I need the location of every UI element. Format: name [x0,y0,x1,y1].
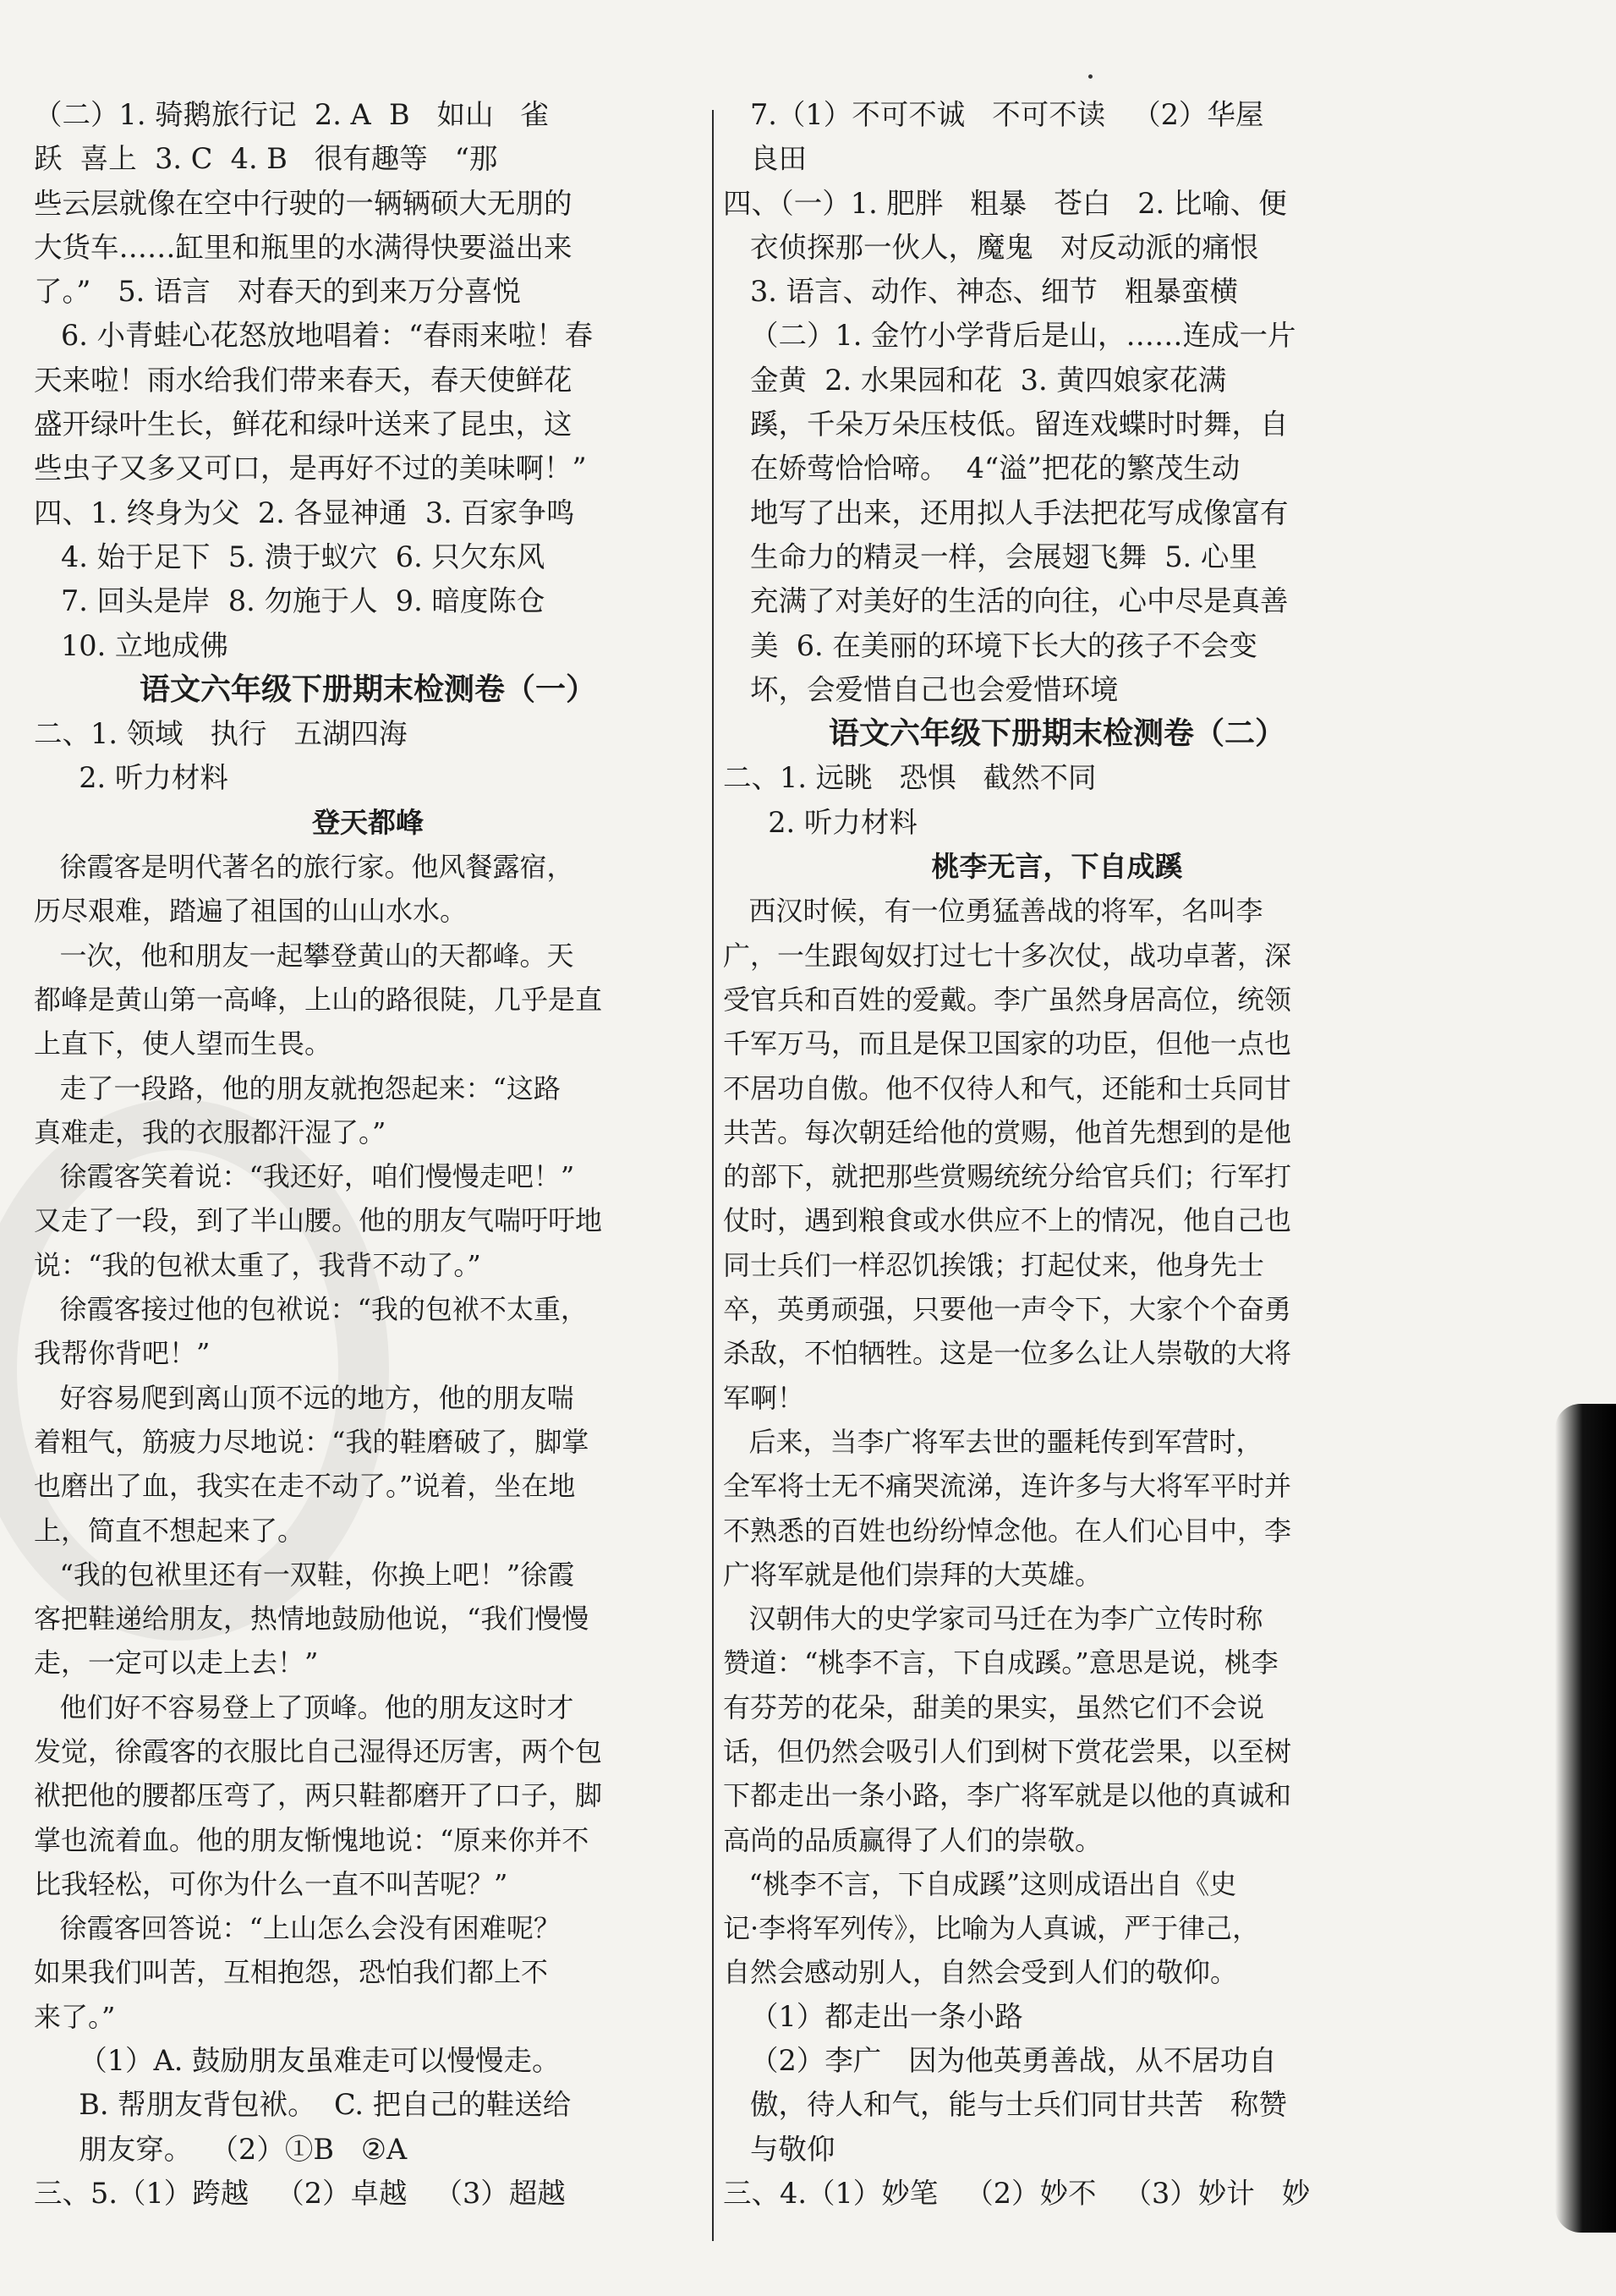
answer-line: 蹊，千朵万朵压枝低。留连戏蝶时时舞，自 [723,408,1289,441]
passage-line: 广，一生跟匈奴打过七十多次仗，战功卓著，深 [723,939,1292,972]
right-lines-c [723,1995,1391,2216]
passage-line: 卒，英勇顽强，只要他一声令下，大家个个奋勇 [723,1293,1292,1326]
passage-title-2: 桃李无言，下自成蹊 [931,850,1183,884]
answer-line: 傲，待人和气，能与士兵们同甘共苦 称赞 [723,2088,1287,2122]
passage-line: 广将军就是他们崇拜的大英雄。 [723,1558,1103,1591]
answer-line: 二、1. 远眺 恐惧 截然不同 [723,761,1097,795]
passage-line: 共苦。每次朝廷给他的赏赐，他首先想到的是他 [723,1115,1292,1148]
right-lines-a [723,93,1391,712]
answer-line: 良田 [723,142,807,176]
passage-line: 我帮你背吧！” [34,1337,211,1370]
passage-line: 有芬芳的花朵，甜美的果实，虽然它们不会说 [723,1690,1265,1723]
passage-line: 仗时，遇到粮食或水供应不上的情况，他自己也 [723,1204,1292,1237]
passage-line: “我的包袱里还有一双鞋，你换上吧！”徐霞 [34,1558,575,1591]
right-column [723,93,1391,2216]
passage-line: 历尽艰难，踏遍了祖国的山山水水。 [34,895,468,928]
answer-line: （二）1. 金竹小学背后是山，……连成一片 [723,319,1296,353]
passage-line: 高尚的品质赢得了人们的崇敬。 [723,1823,1103,1856]
passage-line: 后来，当李广将军去世的噩耗传到军营时， [723,1425,1263,1458]
answer-line: 天来啦！雨水给我们带来春天，春天使鲜花 [34,363,572,397]
passage-line: 掌也流着血。他的朋友惭愧地说：“原来你并不 [34,1823,589,1856]
passage-line: 他们好不容易登上了顶峰。他的朋友这时才 [34,1690,574,1723]
passage-line: 走，一定可以走上去！” [34,1647,319,1680]
answer-line: 衣侦探那一伙人，魔鬼 对反动派的痛恨 [723,230,1259,264]
answer-line: 盛开绿叶生长，鲜花和绿叶送来了昆虫，这 [34,408,572,441]
answer-line: 7.（1）不可不诚 不可不读 （2）华屋 [723,98,1264,131]
exam-title-2: 语文六年级下册期末检测卷（二） [828,716,1285,752]
right-passage [723,889,1391,1994]
passage-line: 话，但仍然会吸引人们到树下赏花尝果，以至树 [723,1734,1292,1767]
left-lines-a [34,93,702,668]
passage-line: 赞道：“桃李不言，下自成蹊。”意思是说，桃李 [723,1647,1279,1680]
passage-line: 不居功自傲。他不仅待人和气，还能和士兵同甘 [723,1071,1292,1104]
passage-line: 一次，他和朋友一起攀登黄山的天都峰。天 [34,939,574,972]
answer-line: 三、5.（1）跨越 （2）卓越 （3）超越 [34,2176,566,2210]
left-column [34,93,702,2216]
answer-line: 与敬仰 [723,2132,835,2166]
passage-line: 西汉时候，有一位勇猛善战的将军，名叫李 [723,895,1263,928]
answer-line: 二、1. 领域 执行 五湖四海 [34,717,408,751]
answer-line: 了。” 5. 语言 对春天的到来万分喜悦 [34,275,521,309]
answer-line: 朋友穿。 （2）①B ②A [34,2132,408,2166]
passage-line: 也磨出了血，我实在走不动了。”说着，坐在地 [34,1470,576,1503]
passage-line: 走了一段路，他的朋友就抱怨起来：“这路 [34,1071,561,1104]
answer-line: 6. 小青蛙心花怒放地唱着：“春雨来啦！春 [34,319,594,353]
left-lines-b [34,712,702,801]
right-lines-b [723,756,1391,845]
passage-line: 又走了一段，到了半山腰。他的朋友气喘吁吁地 [34,1204,603,1237]
answer-line: 四、1. 终身为父 2. 各显神通 3. 百家争鸣 [34,496,575,529]
passage-line: 记·李将军列传》，比喻为人真诚，严于律己， [723,1912,1260,1945]
passage-line: 不熟悉的百姓也纷纷悼念他。在人们心目中，李 [723,1514,1292,1547]
passage-line: 着粗气，筋疲力尽地说：“我的鞋磨破了，脚掌 [34,1425,589,1458]
answer-line: 地写了出来，还用拟人手法把花写成像富有 [723,496,1289,529]
answer-line: 4. 始于足下 5. 溃于蚁穴 6. 只欠东风 [34,540,545,573]
answer-line: 些虫子又多又可口，是再好不过的美味啊！” [34,452,587,485]
column-divider [712,110,714,2241]
answer-line: （1）A. 鼓励朋友虽难走可以慢慢走。 [34,2044,561,2078]
scan-edge-shadow [1555,1404,1616,2233]
passage-line: 发觉，徐霞客的衣服比自己湿得还厉害，两个包 [34,1734,603,1767]
answer-line: 三、4.（1）妙笔 （2）妙不 （3）妙计 妙 [723,2176,1311,2210]
passage-line: 徐霞客是明代著名的旅行家。他风餐露宿， [34,851,574,884]
answer-line: 3. 语言、动作、神态、细节 粗暴蛮横 [723,275,1239,309]
passage-line: 徐霞客接过他的包袱说：“我的包袱不太重， [34,1293,588,1326]
passage-line: 同士兵们一样忍饥挨饿；打起仗来，他身先士 [723,1248,1265,1281]
passage-line: 杀敌，不怕牺牲。这是一位多么让人崇敬的大将 [723,1337,1292,1370]
passage-line: 军啊！ [723,1381,805,1414]
passage-line: 来了。” [34,2000,116,2033]
answer-line: 些云层就像在空中行驶的一辆辆硕大无朋的 [34,186,572,220]
passage-line: 都峰是黄山第一高峰，上山的路很陡，几乎是直 [34,983,603,1016]
passage-line: 客把鞋递给朋友，热情地鼓励他说，“我们慢慢 [34,1603,589,1636]
answer-line: 充满了对美好的生活的向往，心中尽是真善 [723,584,1289,618]
passage-line: 好容易爬到离山顶不远的地方，他的朋友喘 [34,1381,574,1414]
passage-line: 比我轻松，可你为什么一直不叫苦呢？” [34,1867,508,1900]
answer-line: （2）李广 因为他英勇善战，从不居功自 [723,2044,1277,2078]
passage-line: 上直下，使人望而生畏。 [34,1027,332,1060]
passage-line: 徐霞客回答说：“上山怎么会没有困难呢？ [34,1912,561,1945]
answer-line: 大货车……缸里和瓶里的水满得快要溢出来 [34,230,572,264]
print-speck [1088,74,1093,79]
passage-line: “桃李不言，下自成蹊”这则成语出自《史 [723,1867,1237,1900]
passage-line: 真难走，我的衣服都汗湿了。” [34,1115,386,1148]
answer-line: 生命力的精灵一样，会展翅飞舞 5. 心里 [723,540,1257,573]
passage-line: 下都走出一条小路，李广将军就是以他的真诚和 [723,1779,1292,1812]
passage-line: 如果我们叫苦，互相抱怨，恐怕我们都上不 [34,1956,549,1989]
answer-line: 美 6. 在美丽的环境下长大的孩子不会变 [723,628,1257,662]
passage-line: 袱把他的腰都压弯了，两只鞋都磨开了口子，脚 [34,1779,603,1812]
answer-line: 2. 听力材料 [34,761,228,795]
passage-line: 说：“我的包袱太重了，我背不动了。” [34,1248,481,1281]
passage-line: 汉朝伟大的史学家司马迁在为李广立传时称 [723,1603,1263,1636]
answer-line: 7. 回头是岸 8. 勿施于人 9. 暗度陈仓 [34,584,545,618]
passage-line: 受官兵和百姓的爱戴。李广虽然身居高位，统领 [723,983,1292,1016]
answer-line: 10. 立地成佛 [34,628,228,662]
answer-line: 四、（一）1. 肥胖 粗暴 苍白 2. 比喻、便 [723,186,1287,220]
passage-line: 千军万马，而且是保卫国家的功臣，但他一点也 [723,1027,1292,1060]
passage-title-1: 登天都峰 [312,805,424,839]
exam-title-1: 语文六年级下册期末检测卷（一） [139,671,596,707]
answer-line: B. 帮朋友背包袱。 C. 把自己的鞋送给 [34,2088,572,2122]
passage-line: 上，简直不想起来了。 [34,1514,305,1547]
passage-line: 的部下，就把那些赏赐统统分给官兵们；行军打 [723,1160,1292,1193]
answer-line: 坏，会爱惜自己也会爱惜环境 [723,672,1119,706]
passage-line: 全军将士无不痛哭流涕，连许多与大将军平时并 [723,1470,1292,1503]
answer-line: 金黄 2. 水果园和花 3. 黄四娘家花满 [723,363,1227,397]
left-passage [34,845,702,2039]
left-lines-c [34,2039,702,2216]
passage-line: 自然会感动别人，自然会受到人们的敬仰。 [723,1956,1238,1989]
answer-line: （二）1. 骑鹅旅行记 2. A B 如山 雀 [34,98,550,131]
answer-line: （1）都走出一条小路 [723,1999,1023,2033]
answer-line: 在娇莺恰恰啼。 4“溢”把花的繁茂生动 [723,452,1241,485]
answer-line: 2. 听力材料 [723,805,918,839]
passage-line: 徐霞客笑着说：“我还好，咱们慢慢走吧！” [34,1160,575,1193]
answer-line: 跃 喜上 3. C 4. B 很有趣等 “那 [34,142,498,176]
